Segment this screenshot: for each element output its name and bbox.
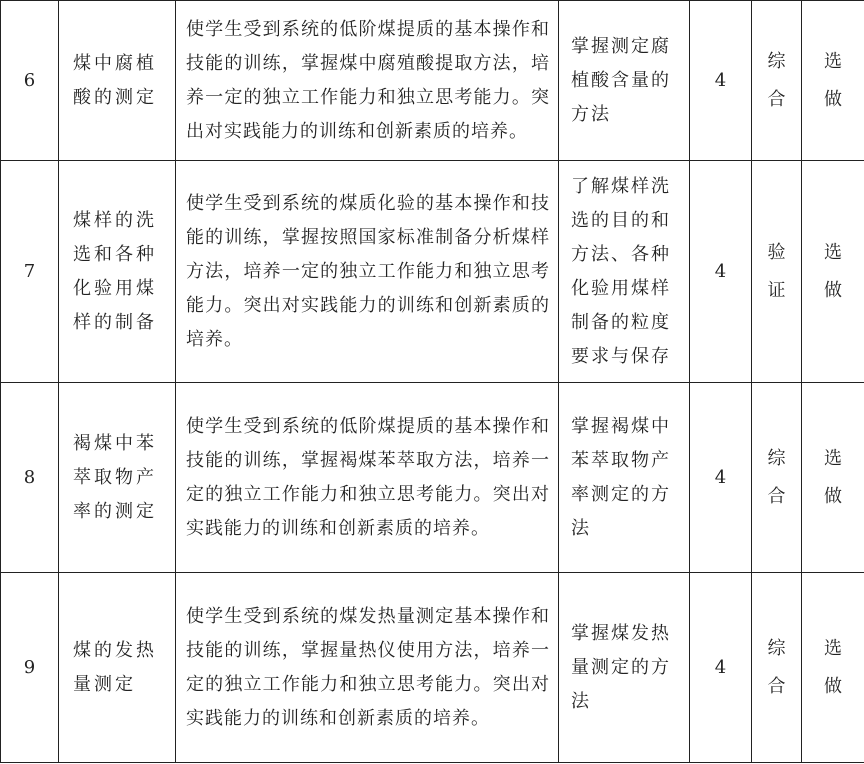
experiment-type: 综合 <box>767 50 786 110</box>
experiment-requirement: 了解煤样洗选的目的和方法、各种化验用煤样制备的粒度要求与保存 <box>559 161 690 383</box>
experiment-name: 煤样的洗选和各种化验用煤样的制备 <box>59 161 176 383</box>
experiment-name: 煤中腐植酸的测定 <box>59 1 176 161</box>
table-row <box>1 161 864 383</box>
experiment-description: 使学生受到系统的煤发热量测定基本操作和技能的训练，掌握量热仪使用方法，培养一定的独立工作能力和独立思考能力。突出对实践能力的训练和创新素质的培养。 <box>176 573 559 763</box>
experiment-mode: 选做 <box>823 50 842 110</box>
experiment-requirement: 掌握测定腐植酸含量的方法 <box>559 1 690 161</box>
experiment-type: 综合 <box>767 447 786 507</box>
experiment-type: 综合 <box>767 637 786 697</box>
experiment-mode: 选做 <box>823 241 842 301</box>
table-row <box>1 1 864 161</box>
experiment-hours: 4 <box>690 573 752 763</box>
table-row <box>1 573 864 763</box>
experiment-description: 使学生受到系统的低阶煤提质的基本操作和技能的训练，掌握褐煤苯萃取方法，培养一定的独立工作能力和独立思考能力。突出对实践能力的训练和创新素质的培养。 <box>176 383 559 573</box>
experiment-mode: 选做 <box>823 447 842 507</box>
row-number: 8 <box>1 383 59 573</box>
table-row <box>1 383 864 573</box>
experiment-description: 使学生受到系统的低阶煤提质的基本操作和技能的训练，掌握煤中腐殖酸提取方法，培养一定的独立工作能力和独立思考能力。突出对实践能力的训练和创新素质的培养。 <box>176 1 559 161</box>
row-number: 6 <box>1 1 59 161</box>
experiment-mode: 选做 <box>823 637 842 697</box>
experiment-name: 褐煤中苯萃取物产率的测定 <box>59 383 176 573</box>
experiment-requirement: 掌握褐煤中苯萃取物产率测定的方法 <box>559 383 690 573</box>
experiment-name: 煤的发热量测定 <box>59 573 176 763</box>
row-number: 9 <box>1 573 59 763</box>
experiment-hours: 4 <box>690 1 752 161</box>
experiment-type: 验证 <box>767 241 786 301</box>
row-number: 7 <box>1 161 59 383</box>
experiment-requirement: 掌握煤发热量测定的方法 <box>559 573 690 763</box>
experiment-hours: 4 <box>690 161 752 383</box>
experiment-hours: 4 <box>690 383 752 573</box>
experiment-description: 使学生受到系统的煤质化验的基本操作和技能的训练，掌握按照国家标准制备分析煤样方法，培养一定的独立工作能力和独立思考能力。突出对实践能力的训练和创新素质的培养。 <box>176 161 559 383</box>
